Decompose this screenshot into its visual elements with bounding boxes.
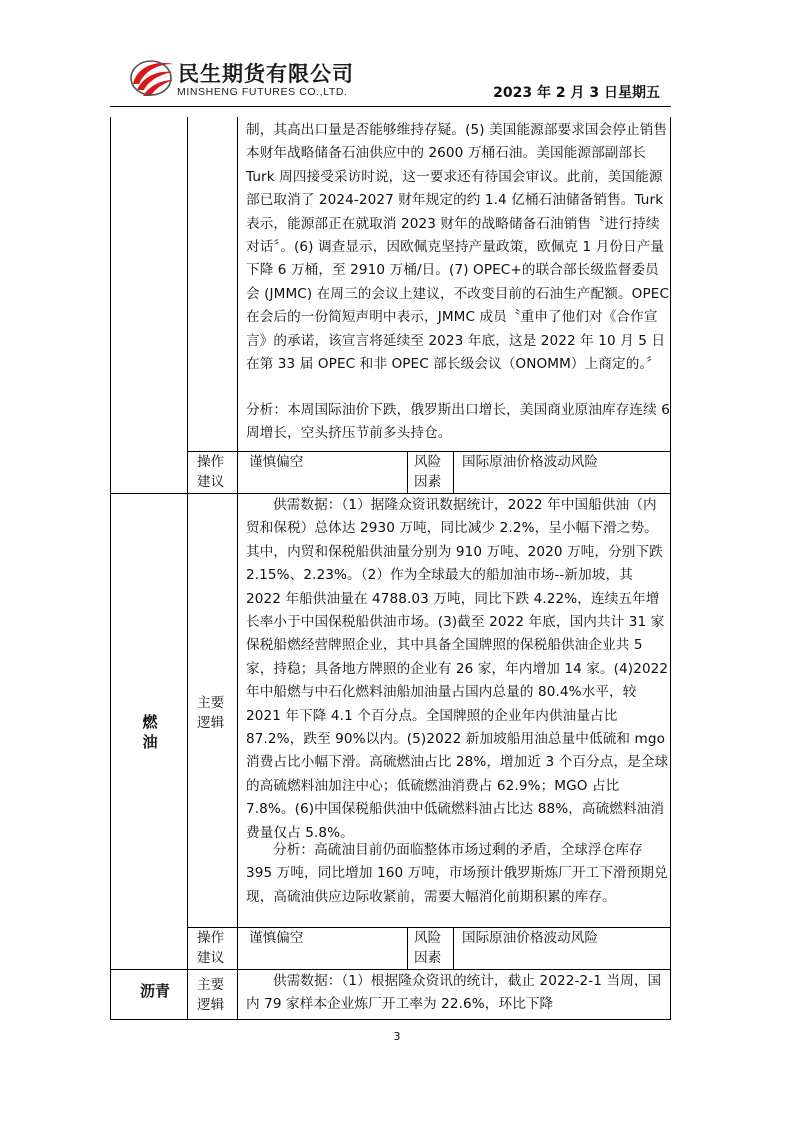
table-border-left: [110, 117, 111, 1020]
page-header: [0, 0, 794, 110]
table-border-right: [670, 117, 671, 1020]
crude-op-value: 谨慎偏空: [249, 454, 304, 470]
fuel-risk-value: 国际原油价格波动风险: [462, 930, 598, 946]
fuel-supply-text: 供需数据：（1）据隆众资讯数据统计，2022 年中国船供油（内贸和保税）总体达 2930 万吨，同比减少 2.2%，呈小幅下滑之势。其中，内贸和保税船供油量分别为 910 万吨、2020 万吨，分别下跌 2.15%、2.23%。（2）作为全球最大的船加油市场--新加坡，其 2022 年船供油量在 4788.03 万吨，同比下跌 4.22%，连续五年增长率小于中国保税船供油市场。(3)截至 2022 年底，国内共计 31 家保税船燃经营牌照企业，其中具备全国牌照的保税船供油企业共 5 家，持稳；具备地方牌照的企业有 26 家，年内增加 14 家。(4)2022 年中船燃与中石化燃料油船加油量占国内总量的 80.4%水平，较 2021 年下降 4.1 个百分点。全国牌照的企业年内供油量占比 87.2%，跌至 90%以内。(5)2022 新加坡船用油总量中低硫和 mgo 消费占比小幅下滑。高硫燃油占比 28%，增加近 3 个百分点，是全球的高硫燃料油加注中心；低硫燃油消费占 62.9%；MGO 占比 7.8%。(6)中国保税船供油中低硫燃料油占比达 88%，高硫燃料油消费量仅占 5.8%。: [246, 497, 669, 841]
crude-op-divider-b: [453, 451, 454, 493]
fuel-op-divider-a: [407, 927, 408, 969]
logo-swoosh: [131, 61, 173, 96]
crude-risk-value: 国际原油价格波动风险: [462, 454, 598, 470]
header-divider: [110, 106, 671, 107]
fuel-op-label: 操作建议: [197, 930, 225, 966]
fuel-analysis: 分析：高硫油目前仍面临整体市场过剩的矛盾，全球浮仓库存 395 万吨，同比增加 160 万吨，市场预计俄罗斯炼厂开工下滑预期兑现，高硫油供应边际收紧前，需要大幅消化前期积累的库存。: [246, 842, 668, 905]
table-border-bottom: [110, 1019, 671, 1020]
minsheng-logo-icon: [127, 54, 175, 98]
table-col-divider-1: [187, 117, 188, 1020]
report-date: 2023 年 2 月 3 日星期五: [493, 85, 660, 101]
asphalt-supply-text: 供需数据：（1）根据隆众资讯的统计，截止 2022-2-1 当周，国内 79 家样本企业炼厂开工率为 22.6%，环比下降: [246, 973, 662, 1013]
fuel-oil-category: 燃油: [142, 713, 158, 751]
crude-continued-text: 制，其高出口量是否能够维持存疑。(5) 美国能源部要求国会停止销售本财年战略储备石油供应中的 2600 万桶石油。美国能源部副部长 Turk 周四接受采访时说，这一要求还有待国会审议。此前，美国能源部已取消了 2024-2027 财年规定的约 1.4 亿桶石油储备销售。Turk 表示，能源部正在就取消 2023 财年的战略储备石油销售〝进行持续对话〞。(6) 调查显示，因欧佩克坚持产量政策，欧佩克 1 月份日产量下降 6 万桶，至 2910 万桶/日。(7) OPEC+的联合部长级监督委员会 (JMMC) 在周三的会议上建议，不改变目前的石油生产配额。OPEC 在会后的一份简短声明中表示，JMMC 成员〝重申了他们对《合作宣言》的承诺，该宣言将延续至 2023 年底，这是 2022 年 10 月 5 日在第 33 届 OPEC 和非 OPEC 部长级会议（ONOMM）上商定的。〞: [246, 122, 670, 373]
fuel-risk-label: 风险因素: [414, 930, 442, 966]
fuel-op-divider-b: [453, 927, 454, 969]
crude-op-label: 操作建议: [197, 454, 225, 490]
page-number: 3: [393, 1030, 401, 1043]
crude-analysis: 分析：本周国际油价下跌，俄罗斯出口增长，美国商业原油库存连续 6 周增长，空头挤压节前多头持仓。: [246, 402, 670, 442]
asphalt-logic-label: 主要逻辑: [197, 977, 225, 1013]
crude-risk-label: 风险因素: [414, 454, 442, 490]
table-col-divider-2: [237, 117, 238, 1020]
crude-op-divider-a: [407, 451, 408, 493]
asphalt-category: 沥青: [140, 982, 171, 1000]
company-name-cn: 民生期货有限公司: [178, 62, 354, 86]
fuel-op-value: 谨慎偏空: [249, 930, 304, 946]
company-name-en: MINSHENG FUTURES CO.,LTD.: [177, 86, 348, 98]
fuel-logic-label: 主要逻辑: [197, 695, 225, 731]
